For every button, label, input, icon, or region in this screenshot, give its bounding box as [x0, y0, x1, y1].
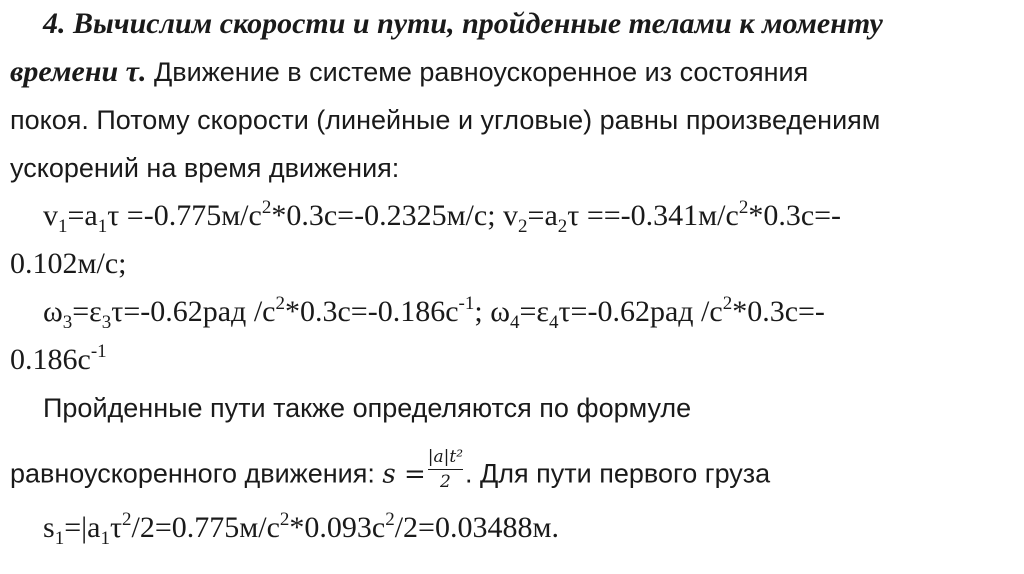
formula-text: *0.093с: [289, 511, 386, 544]
superscript: 2: [261, 197, 272, 218]
formula-text: =a: [67, 199, 98, 232]
formula-text: =a: [527, 199, 558, 232]
formula-text: *0.3с=-: [748, 199, 842, 232]
formula-text: 0.186с: [10, 343, 91, 376]
body-text: покоя. Потому скорости (линейные и угловые) равны произведениям: [10, 105, 881, 135]
formula-text: ; ω: [474, 295, 510, 328]
subscript: 2: [557, 216, 568, 237]
heading-text-2: времени τ.: [10, 55, 147, 88]
formula-line-velocities: [43, 198, 841, 238]
formula-text: *0.3с=-: [732, 295, 825, 328]
formula-line-angular: [43, 294, 825, 334]
superscript: 2: [279, 509, 290, 530]
superscript: 2: [275, 293, 285, 314]
formula-text: τ =-0.775м/с: [107, 199, 262, 232]
body-text: Пройденные пути также определяются по формуле: [43, 393, 692, 423]
subscript: 1: [97, 216, 108, 237]
fraction: [428, 446, 463, 493]
body-text: Движение в системе равноускоренное из состояния: [146, 57, 809, 87]
superscript: 2: [738, 197, 749, 218]
superscript: 2: [385, 509, 395, 530]
formula-text: τ: [109, 511, 122, 544]
subscript: 3: [101, 312, 112, 333]
body-text: равноускоренного движения:: [10, 458, 383, 489]
formula-text: =ε: [519, 295, 549, 328]
fraction-bar: [428, 469, 463, 470]
formula-text: =|a: [64, 511, 101, 544]
formula-text: /2=0.03488м.: [394, 511, 559, 544]
superscript: 2: [122, 509, 132, 530]
subscript: 1: [100, 528, 110, 549]
heading-line-1: [43, 6, 883, 42]
subscript: 1: [54, 528, 65, 549]
s1-symbol: s: [43, 511, 55, 544]
formula-line-path: [43, 510, 559, 550]
superscript: -1: [90, 341, 107, 362]
fraction-numerator: |a|t²: [427, 447, 464, 467]
formula-text: τ=-0.62рад /с: [558, 295, 723, 328]
subscript: 1: [58, 216, 68, 237]
formula-text: 0.102м/с;: [10, 247, 127, 280]
superscript: 2: [722, 293, 733, 314]
text-line-4: [10, 150, 399, 186]
subscript: 3: [62, 312, 73, 333]
heading-text: 4. Вычислим скорости и пути, пройденные телами к моменту: [43, 7, 883, 40]
subscript: 4: [548, 312, 559, 333]
formula-text: *0.3с=-0.186с: [284, 295, 459, 328]
formula-line-8: [10, 342, 107, 382]
superscript: -1: [458, 293, 475, 314]
text-line-3: [10, 102, 880, 138]
formula-text: /2=0.775м/с: [131, 511, 280, 544]
fraction-denominator: 2: [439, 472, 451, 492]
subscript: 2: [518, 216, 528, 237]
text-line-2: [10, 54, 808, 90]
omega3-symbol: ω: [43, 295, 63, 328]
text-line-9: [43, 390, 691, 426]
formula-text: *0.3с=-0.2325м/с; v: [271, 199, 519, 232]
text-line-10: [10, 447, 771, 499]
formula-text: τ ==-0.341м/с: [567, 199, 739, 232]
subscript: 4: [509, 312, 520, 333]
formula-lhs: s =: [382, 459, 426, 490]
formula-text: =ε: [72, 295, 102, 328]
formula-line-6: [10, 246, 126, 282]
v1-symbol: v: [43, 199, 58, 232]
body-text: . Для пути первого груза: [465, 458, 771, 489]
formula-text: τ=-0.62рад /с: [111, 295, 276, 328]
body-text: ускорений на время движения:: [10, 153, 400, 183]
